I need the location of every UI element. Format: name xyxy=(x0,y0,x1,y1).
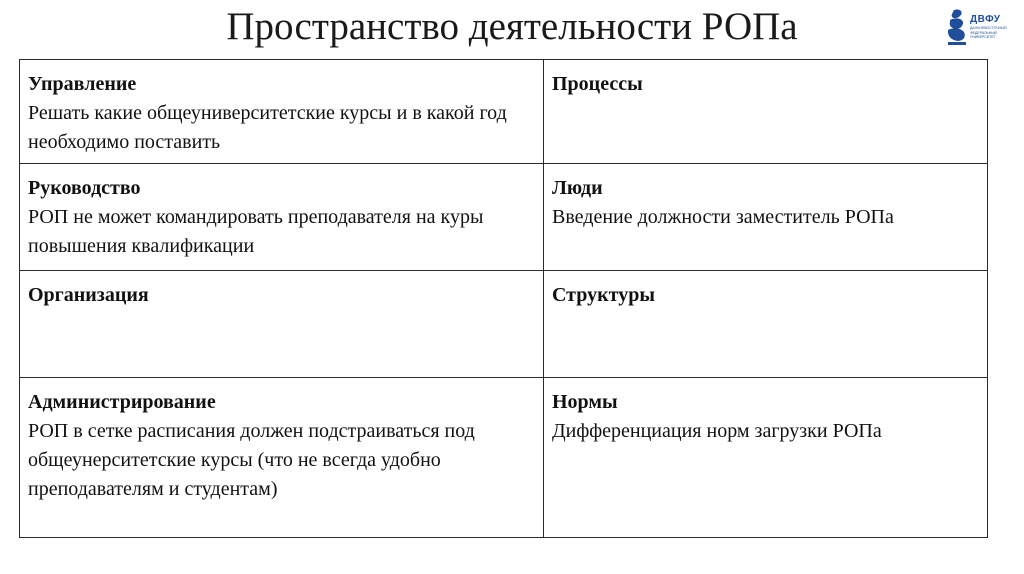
logo-emblem-icon xyxy=(946,6,970,48)
table-cell-people xyxy=(544,164,988,271)
university-logo xyxy=(946,6,1018,48)
cell-body: Решать какие общеуниверситетские курсы и в какой год необходимо поставить xyxy=(28,102,507,153)
cell-heading: Управление xyxy=(28,73,137,95)
cell-heading: Нормы xyxy=(552,391,618,413)
table-cell-processes xyxy=(544,60,988,164)
table-row xyxy=(20,271,988,378)
cell-heading: Руководство xyxy=(28,177,141,199)
slide-title: Пространство деятельности РОПа xyxy=(226,5,798,48)
cell-body: РОП в сетке расписания должен подстраиваться под общеунерситетские курсы (что не всегда удобно преподавателям и студентам) xyxy=(28,420,475,500)
table-cell-management xyxy=(20,60,544,164)
table-row xyxy=(20,60,988,164)
table-cell-leadership xyxy=(20,164,544,271)
table-row xyxy=(20,164,988,271)
logo-subtitle: ДАЛЬНЕВОСТОЧНЫЙ ФЕДЕРАЛЬНЫЙ УНИВЕРСИТЕТ xyxy=(970,26,1007,39)
activity-space-table xyxy=(19,59,988,538)
table-cell-norms xyxy=(544,378,988,538)
cell-heading: Люди xyxy=(552,177,603,199)
cell-heading: Организация xyxy=(28,284,149,306)
cell-body: Дифференциация норм загрузки РОПа xyxy=(552,420,882,442)
table-cell-administration xyxy=(20,378,544,538)
cell-heading: Процессы xyxy=(552,73,643,95)
logo-name: ДВФУ xyxy=(970,14,1001,25)
cell-body: Введение должности заместитель РОПа xyxy=(552,206,894,228)
table-cell-organization xyxy=(20,271,544,378)
cell-heading: Администрирование xyxy=(28,391,216,413)
table-row xyxy=(20,378,988,538)
table-cell-structures xyxy=(544,271,988,378)
cell-heading: Структуры xyxy=(552,284,655,306)
cell-body: РОП не может командировать преподавателя на куры повышения квалификации xyxy=(28,206,484,257)
